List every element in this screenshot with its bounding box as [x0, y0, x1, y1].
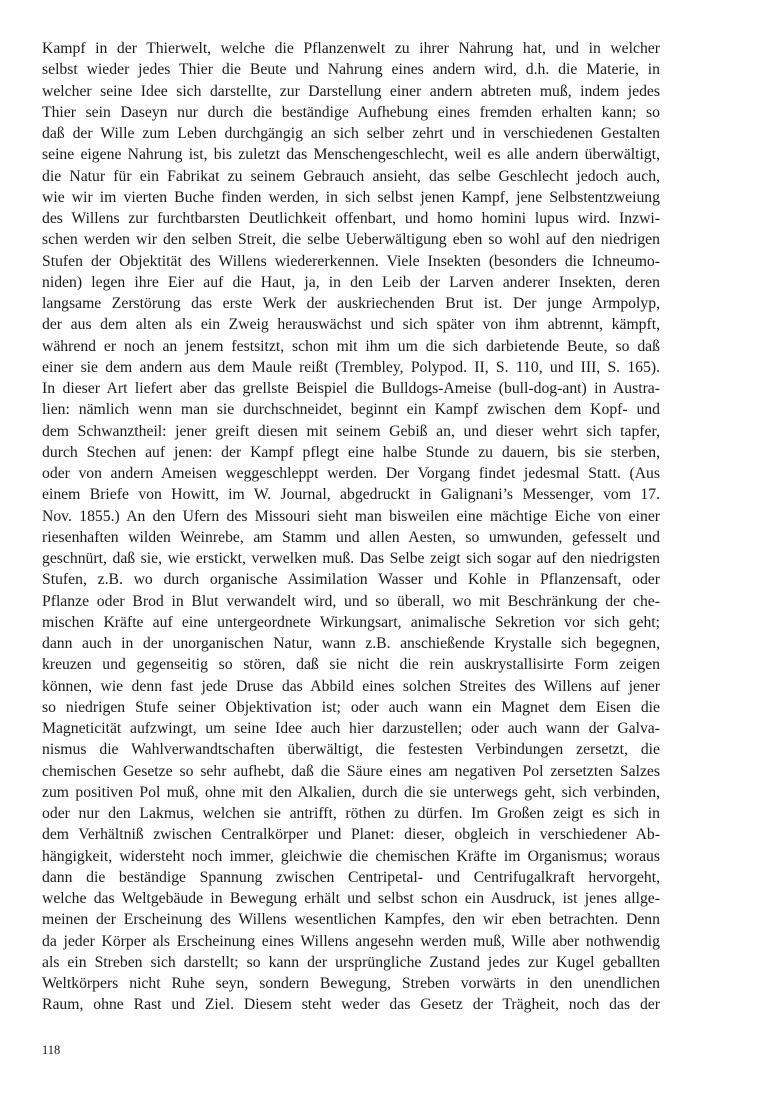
text-line: mischen Kräfte auf eine untergeordnete Wirkungsart, animalische Sekretion vor sich geht; — [42, 613, 660, 631]
text-line: geschnürt, daß sie, wie erstickt, verwelken muß. Das Selbe zeigt sich sogar auf den niedrigsten — [42, 550, 660, 567]
text-line: einer sie dem andern aus dem Maule reißt (Trembley, Polypod. II, S. 110, und III, S. 165). — [42, 358, 660, 376]
text-line: Pflanze oder Brod in Blut verwandelt wird, und so überall, wo mit Beschränkung der che- — [42, 592, 660, 610]
text-line: Thier sein Daseyn nur durch die beständige Aufhebung eines fremden erhalten kann; so — [42, 103, 660, 121]
page-number: 118 — [42, 1043, 61, 1057]
text-line: oder nur den Lakmus, welchen sie antrifft, röthen zu dürfen. Im Großen zeigt es sich in — [42, 805, 660, 822]
text-line: Stufen, z.B. wo durch organische Assimilation Wasser und Kohle in Pflanzensaft, oder — [42, 571, 660, 589]
text-line: während er noch an jenem festsitzt, schon mit ihm um die sich darbietende Beute, so daß — [42, 337, 660, 355]
body-text — [42, 38, 660, 1016]
text-line: welche das Weltgebäude in Bewegung erhält und selbst schon ein Ausdruck, ist jenes allge- — [42, 890, 660, 907]
text-line: schen werden wir den selben Streit, die selbe Ueberwältigung eben so wohl auf den niedrigen — [42, 231, 660, 249]
text-line: dem Schwanztheil: jener greift diesen mit seinem Gebiß an, und dieser wehrt sich tapfer, — [42, 422, 660, 440]
text-line: hängigkeit, widersteht noch immer, gleichwie die chemischen Kräfte im Organismus; woraus — [42, 847, 660, 865]
text-line: kreuzen und gegenseitig so stören, daß sie nicht die rein auskrystallisirte Form zeigen — [42, 656, 660, 674]
text-line: da jeder Körper als Erscheinung eines Willens angesehn werden muß, Wille aber nothwendig — [42, 932, 660, 950]
text-line: Kampf in der Thierwelt, welche die Pflanzenwelt zu ihrer Nahrung hat, und in welcher — [42, 40, 660, 57]
text-line: die Natur für ein Fabrikat zu seinem Gebrauch ansieht, das selbe Geschlecht jedoch auch, — [42, 167, 660, 185]
text-line: meinen der Erscheinung des Willens wesentlichen Kampfes, den wir eben betrachten. Denn — [42, 911, 660, 929]
text-line: Magneticität aufzwingt, um seine Idee auch hier darzustellen; oder auch wann der Galva- — [42, 720, 660, 737]
text-line: Stufen der Objektität des Willens wiedererkennen. Viele Insekten (besonders die Ichneumo- — [42, 252, 660, 270]
text-line: Weltkörpers nicht Ruhe seyn, sondern Bewegung, Streben vorwärts in den unendlichen — [42, 975, 660, 992]
text-line: dem Verhältniß zwischen Centralkörper und Planet: dieser, obgleich in verschiedener Ab- — [42, 826, 660, 844]
text-line: einem Briefe von Howitt, im W. Journal, abgedruckt in Galignani’s Messenger, vom 17. — [42, 486, 660, 504]
text-line: lien: nämlich wenn man sie durchschneidet, beginnt ein Kampf zwischen dem Kopf- und — [42, 401, 660, 419]
text-line: Raum, ohne Rast und Ziel. Diesem steht weder das Gesetz der Trägheit, noch das der — [42, 996, 660, 1014]
text-line: niden) legen ihre Eier auf die Haut, ja, in den Leib der Larven anderer Insekten, deren — [42, 273, 660, 291]
text-line: welcher seine Idee sich darstellte, zur Darstellung einer andern abtreten muß, indem jedes — [42, 82, 660, 100]
text-line: selbst wieder jedes Thier die Beute und Nahrung eines andern wird, d.h. die Materie, in — [42, 61, 660, 79]
text-line: Nov. 1855.) An den Ufern des Missouri sieht man bisweilen eine mächtige Eiche von einer — [42, 507, 660, 525]
text-line: durch Stechen auf jenen: der Kampf pflegt eine halbe Stunde zu dauern, bis sie sterben, — [42, 443, 660, 461]
text-line: daß der Wille zum Leben durchgängig an sich selber zehrt und in verschiedenen Gestalten — [42, 125, 660, 142]
text-line: dann die beständige Spannung zwischen Centripetal- und Centrifugalkraft hervorgeht, — [42, 868, 660, 886]
text-line: des Willens zur furchtbarsten Deutlichkeit offenbart, und homo homini lupus wird. Inzwi- — [42, 210, 660, 227]
text-line: nismus die Wahlverwandtschaften überwältigt, die festesten Verbindungen zersetzt, die — [42, 741, 660, 759]
text-line: können, wie denn fast jede Druse das Abbild eines solchen Streites des Willens auf jener — [42, 677, 660, 695]
text-line: zum positiven Pol muß, ohne mit den Alkalien, durch die sie unterwegs geht, sich verbinden, — [42, 783, 660, 801]
text-line: als ein Streben sich darstellt; so kann der ursprüngliche Zustand jedes zur Kugel geballten — [42, 953, 660, 971]
text-line: In dieser Art liefert aber das grellste Beispiel die Bulldogs-Ameise (bull-dog-ant) in Austra- — [42, 380, 660, 397]
text-line: chemischen Gesetze so sehr aufhebt, daß die Säure eines am negativen Pol zersetzten Salzes — [42, 762, 660, 780]
text-line: langsame Zerstörung das erste Werk der auskriechenden Brut ist. Der junge Armpolyp, — [42, 295, 660, 312]
text-line: oder von andern Ameisen weggeschleppt werden. Der Vorgang findet jedesmal Statt. (Aus — [42, 465, 660, 482]
text-line: riesenhaften wilden Weinrebe, am Stamm und allen Aesten, so umwunden, gefesselt und — [42, 528, 660, 546]
text-line: seine eigene Nahrung ist, bis zuletzt das Menschengeschlecht, weil es alle andern überwältigt, — [42, 146, 660, 164]
text-line: so niedrigen Stufe seiner Objektivation ist; oder auch wann ein Magnet dem Eisen die — [42, 698, 660, 716]
text-line: der aus dem alten als ein Zweig herauswächst und sich später von ihm abtrennt, kämpft, — [42, 316, 660, 334]
text-line: wie wir im vierten Buche finden werden, in sich selbst jenen Kampf, jene Selbstentzweiung — [42, 188, 660, 206]
text-line: dann auch in der unorganischen Natur, wann z.B. anschießende Krystalle sich begegnen, — [42, 635, 660, 652]
